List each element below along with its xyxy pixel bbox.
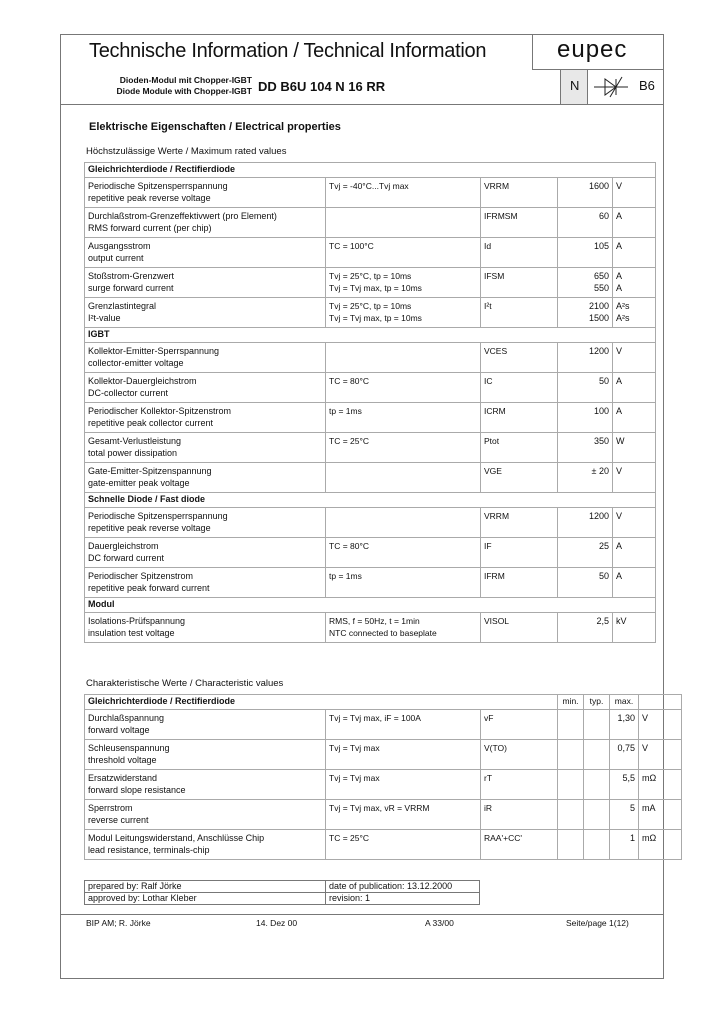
parameter-de: Modul Leitungswiderstand, Anschlüsse Chip <box>88 833 265 843</box>
date-of-publication: date of publication: 13.12.2000 <box>326 881 480 893</box>
table-row <box>85 433 656 463</box>
symbol-cell <box>481 238 558 268</box>
group-header-row <box>85 493 656 508</box>
symbol-cell <box>481 830 558 860</box>
symbol: VISOL <box>484 616 510 626</box>
value-2: 550 <box>593 283 609 293</box>
table-row <box>85 403 656 433</box>
symbol: ICRM <box>484 406 506 416</box>
char-values-table <box>84 694 682 860</box>
unit-cell <box>613 238 656 268</box>
max-cell: 5,5 <box>610 770 639 800</box>
symbol-cell <box>481 613 558 643</box>
max-rated-table <box>84 162 656 643</box>
symbol: I²t <box>484 301 492 311</box>
condition-1: Tvj = -40°C...Tvj max <box>329 181 409 191</box>
parameter-cell <box>85 613 326 643</box>
parameter-de: Durchlaßstrom-Grenzeffektivwert (pro Element) <box>88 211 277 221</box>
section-title: Elektrische Eigenschaften / Electrical properties <box>89 121 341 133</box>
unit-cell: mΩ <box>639 830 682 860</box>
symbol-cell <box>481 538 558 568</box>
symbol-cell <box>481 433 558 463</box>
parameter-de: Gate-Emitter-Spitzenspannung <box>88 466 212 476</box>
unit-1: A <box>616 271 623 281</box>
value-1: 100 <box>593 406 609 416</box>
symbol: VRRM <box>484 181 510 191</box>
parameter-cell <box>85 740 326 770</box>
table-row <box>85 268 656 298</box>
condition-2: Tvj = Tvj max, tp = 10ms <box>329 313 422 323</box>
max-rated-title: Höchstzulässige Werte / Maximum rated values <box>86 146 287 157</box>
approval-table <box>84 880 480 905</box>
condition: TC = 25°C <box>329 833 370 843</box>
table-row <box>85 508 656 538</box>
condition-1: tp = 1ms <box>329 406 362 416</box>
char-values-title: Charakteristische Werte / Characteristic values <box>86 678 284 689</box>
max-cell: 5 <box>610 800 639 830</box>
symbol: IFRMSM <box>484 211 518 221</box>
symbol: iR <box>484 803 493 813</box>
parameter-cell <box>85 800 326 830</box>
parameter-en: threshold voltage <box>88 755 157 765</box>
min-cell <box>558 830 584 860</box>
table-row <box>85 710 682 740</box>
group-header-row <box>85 598 656 613</box>
unit-cell <box>613 208 656 238</box>
typ-cell <box>584 740 610 770</box>
unit-1: A <box>616 541 623 551</box>
unit-cell <box>613 343 656 373</box>
module-description-de: Dioden-Modul mit Chopper-IGBT <box>119 75 252 85</box>
parameter-cell <box>85 298 326 328</box>
col-max-header: max. <box>610 695 639 710</box>
revision: revision: 1 <box>326 893 480 905</box>
parameter-en: collector-emitter voltage <box>88 358 184 368</box>
table-row <box>85 740 682 770</box>
unit-cell <box>613 403 656 433</box>
min-cell <box>558 770 584 800</box>
symbol: IFRM <box>484 571 505 581</box>
min-cell <box>558 740 584 770</box>
diode-symbol-icon <box>594 75 628 99</box>
value-1: 25 <box>598 541 609 551</box>
group-name: Modul <box>85 598 656 613</box>
parameter-de: Stoßstrom-Grenzwert <box>88 271 175 281</box>
min-cell <box>558 710 584 740</box>
symbol: Id <box>484 241 492 251</box>
parameter-en: RMS forward current (per chip) <box>88 223 212 233</box>
condition-cell <box>326 238 481 268</box>
header-divider <box>60 104 664 105</box>
value-cell <box>558 508 613 538</box>
unit-cell <box>613 268 656 298</box>
unit-cell <box>613 538 656 568</box>
value-1: 2,5 <box>596 616 609 626</box>
col-unit-header <box>639 695 682 710</box>
table-row <box>85 613 656 643</box>
symbol-cell <box>481 268 558 298</box>
footer-divider <box>60 914 664 915</box>
condition-1: TC = 80°C <box>329 541 370 551</box>
parameter-cell <box>85 208 326 238</box>
group-name: Gleichrichterdiode / Rectifierdiode <box>85 163 656 178</box>
value-cell <box>558 343 613 373</box>
unit-cell: V <box>639 710 682 740</box>
table-row <box>85 298 656 328</box>
max-cell: 1,30 <box>610 710 639 740</box>
parameter-cell <box>85 830 326 860</box>
unit-cell <box>613 178 656 208</box>
typ-cell <box>584 710 610 740</box>
parameter-en: repetitive peak forward current <box>88 583 210 593</box>
parameter-de: Schleusenspannung <box>88 743 170 753</box>
symbol-cell <box>481 463 558 493</box>
value-cell <box>558 538 613 568</box>
table-row <box>85 830 682 860</box>
symbol-cell <box>481 373 558 403</box>
unit-1: kV <box>616 616 627 626</box>
symbol: V(TO) <box>484 743 507 753</box>
unit-cell <box>613 433 656 463</box>
table-row <box>85 770 682 800</box>
parameter-cell <box>85 568 326 598</box>
unit-cell <box>613 298 656 328</box>
symbol-cell <box>481 403 558 433</box>
unit-1: V <box>616 181 623 191</box>
parameter-cell <box>85 343 326 373</box>
symbol-cell <box>481 740 558 770</box>
table-row <box>85 463 656 493</box>
table-row <box>85 373 656 403</box>
parameter-de: Dauergleichstrom <box>88 541 159 551</box>
condition-cell <box>326 373 481 403</box>
parameter-cell <box>85 538 326 568</box>
col-typ-header: typ. <box>584 695 610 710</box>
group-header-row <box>85 328 656 343</box>
condition-1: tp = 1ms <box>329 571 362 581</box>
symbol-cell <box>481 343 558 373</box>
group-header-row <box>85 695 682 710</box>
value-2: 1500 <box>588 313 609 323</box>
unit-1: A²s <box>616 301 630 311</box>
symbol: VCES <box>484 346 508 356</box>
typ-cell <box>584 770 610 800</box>
max-cell: 0,75 <box>610 740 639 770</box>
condition-cell <box>326 740 481 770</box>
value-1: 60 <box>598 211 609 221</box>
unit-cell <box>613 568 656 598</box>
value-1: ± 20 <box>591 466 609 476</box>
footer-date: 14. Dez 00 <box>256 918 298 928</box>
symbol-cell <box>481 508 558 538</box>
condition-1: TC = 25°C <box>329 436 370 446</box>
parameter-cell <box>85 770 326 800</box>
parameter-cell <box>85 463 326 493</box>
condition-cell <box>326 403 481 433</box>
parameter-cell <box>85 508 326 538</box>
module-type: DD B6U 104 N 16 RR <box>258 79 386 94</box>
parameter-en: forward slope resistance <box>88 785 186 795</box>
table-row <box>85 538 656 568</box>
symbol: Ptot <box>484 436 500 446</box>
symbol-n-label: N <box>570 78 580 93</box>
approved-by: approved by: Lothar Kleber <box>85 893 326 905</box>
unit-cell <box>613 508 656 538</box>
parameter-en: lead resistance, terminals-chip <box>88 845 210 855</box>
value-cell <box>558 238 613 268</box>
condition-cell <box>326 178 481 208</box>
value-1: 105 <box>593 241 609 251</box>
parameter-en: repetitive peak collector current <box>88 418 214 428</box>
parameter-de: Grenzlastintegral <box>88 301 157 311</box>
condition: Tvj = Tvj max, vR = VRRM <box>329 803 430 813</box>
parameter-de: Isolations-Prüfspannung <box>88 616 186 626</box>
condition-1: TC = 80°C <box>329 376 370 386</box>
unit-1: W <box>616 436 625 446</box>
parameter-en: reverse current <box>88 815 149 825</box>
value-1: 1600 <box>588 181 609 191</box>
symbol: IF <box>484 541 492 551</box>
condition-cell <box>326 613 481 643</box>
value-1: 650 <box>593 271 609 281</box>
condition-cell <box>326 538 481 568</box>
footer-doc-number: A 33/00 <box>425 918 454 928</box>
condition-1: Tvj = 25°C, tp = 10ms <box>329 301 412 311</box>
symbol-cell <box>481 710 558 740</box>
condition: Tvj = Tvj max <box>329 743 380 753</box>
parameter-de: Kollektor-Emitter-Sperrspannung <box>88 346 220 356</box>
symbol-cell <box>481 800 558 830</box>
parameter-de: Sperrstrom <box>88 803 133 813</box>
typ-cell <box>584 830 610 860</box>
parameter-en: insulation test voltage <box>88 628 175 638</box>
value-cell <box>558 268 613 298</box>
table-row <box>85 800 682 830</box>
symbol-cell <box>481 208 558 238</box>
module-description <box>84 75 252 97</box>
condition-cell <box>326 770 481 800</box>
prepared-by: prepared by: Ralf Jörke <box>85 881 326 893</box>
parameter-en: DC forward current <box>88 553 165 563</box>
parameter-en: total power dissipation <box>88 448 178 458</box>
condition-cell <box>326 298 481 328</box>
condition-cell <box>326 268 481 298</box>
value-cell <box>558 613 613 643</box>
unit-2: A²s <box>616 313 630 323</box>
unit-cell <box>613 373 656 403</box>
col-min-header: min. <box>558 695 584 710</box>
group-name: Gleichrichterdiode / Rectifierdiode <box>85 695 558 710</box>
min-cell <box>558 800 584 830</box>
value-1: 50 <box>598 376 609 386</box>
table-row <box>85 178 656 208</box>
condition-cell <box>326 463 481 493</box>
condition-1: Tvj = 25°C, tp = 10ms <box>329 271 412 281</box>
parameter-en: forward voltage <box>88 725 150 735</box>
condition-cell <box>326 208 481 238</box>
parameter-de: Periodischer Spitzenstrom <box>88 571 194 581</box>
unit-1: A <box>616 241 623 251</box>
parameter-de: Periodische Spitzensperrspannung <box>88 511 228 521</box>
symbol-cell <box>481 298 558 328</box>
parameter-cell <box>85 238 326 268</box>
symbol: rT <box>484 773 493 783</box>
unit-1: V <box>616 511 623 521</box>
parameter-en: gate-emitter peak voltage <box>88 478 190 488</box>
value-cell <box>558 463 613 493</box>
condition: Tvj = Tvj max, iF = 100A <box>329 713 421 723</box>
unit-2: A <box>616 283 623 293</box>
typ-cell <box>584 800 610 830</box>
value-1: 350 <box>593 436 609 446</box>
unit-cell <box>613 613 656 643</box>
footer-department: BIP AM; R. Jörke <box>86 918 151 928</box>
condition-cell <box>326 830 481 860</box>
symbol: vF <box>484 713 494 723</box>
unit-cell <box>613 463 656 493</box>
condition-cell <box>326 710 481 740</box>
condition-cell <box>326 800 481 830</box>
symbol-b6-label: B6 <box>639 78 655 93</box>
condition-1: TC = 100°C <box>329 241 374 251</box>
condition-2: Tvj = Tvj max, tp = 10ms <box>329 283 422 293</box>
footer-page: Seite/page 1(12) <box>566 918 629 928</box>
parameter-en: output current <box>88 253 144 263</box>
table-row <box>85 238 656 268</box>
value-cell <box>558 208 613 238</box>
max-cell: 1 <box>610 830 639 860</box>
condition-cell <box>326 568 481 598</box>
unit-cell: V <box>639 740 682 770</box>
value-cell <box>558 568 613 598</box>
parameter-de: Ausgangsstrom <box>88 241 151 251</box>
condition-cell <box>326 343 481 373</box>
group-name: Schnelle Diode / Fast diode <box>85 493 656 508</box>
symbol: IFSM <box>484 271 505 281</box>
circuit-symbol-row <box>532 70 664 104</box>
value-cell <box>558 178 613 208</box>
symbol-cell <box>481 178 558 208</box>
parameter-en: I²t-value <box>88 313 121 323</box>
parameter-en: surge forward current <box>88 283 174 293</box>
group-name: IGBT <box>85 328 656 343</box>
symbol: VGE <box>484 466 502 476</box>
symbol-cell <box>481 770 558 800</box>
value-cell <box>558 433 613 463</box>
parameter-en: repetitive peak reverse voltage <box>88 523 211 533</box>
unit-cell: mΩ <box>639 770 682 800</box>
value-cell <box>558 403 613 433</box>
symbol: VRRM <box>484 511 510 521</box>
value-1: 1200 <box>588 346 609 356</box>
symbol: RAA'+CC' <box>484 833 522 843</box>
parameter-de: Ersatzwiderstand <box>88 773 158 783</box>
parameter-de: Kollektor-Dauergleichstrom <box>88 376 197 386</box>
module-description-en: Diode Module with Chopper-IGBT <box>116 86 252 96</box>
parameter-cell <box>85 268 326 298</box>
value-1: 2100 <box>588 301 609 311</box>
parameter-en: DC-collector current <box>88 388 169 398</box>
unit-1: A <box>616 376 623 386</box>
parameter-cell <box>85 433 326 463</box>
symbol-cell <box>481 568 558 598</box>
unit-1: V <box>616 346 623 356</box>
table-row <box>85 208 656 238</box>
unit-1: A <box>616 571 623 581</box>
value-cell <box>558 298 613 328</box>
eupec-logo: eupec <box>557 36 628 63</box>
condition-1: RMS, f = 50Hz, t = 1min <box>329 616 420 626</box>
value-1: 1200 <box>588 511 609 521</box>
unit-1: V <box>616 466 623 476</box>
parameter-cell <box>85 373 326 403</box>
unit-1: A <box>616 406 623 416</box>
parameter-cell <box>85 710 326 740</box>
parameter-de: Periodische Spitzensperrspannung <box>88 181 228 191</box>
symbol: IC <box>484 376 493 386</box>
parameter-de: Gesamt-Verlustleistung <box>88 436 182 446</box>
parameter-cell <box>85 403 326 433</box>
value-cell <box>558 373 613 403</box>
condition-2: NTC connected to baseplate <box>329 628 437 638</box>
value-1: 50 <box>598 571 609 581</box>
document-title: Technische Information / Technical Information <box>89 40 487 62</box>
unit-cell: mA <box>639 800 682 830</box>
table-row <box>85 568 656 598</box>
condition-cell <box>326 433 481 463</box>
parameter-cell <box>85 178 326 208</box>
condition: Tvj = Tvj max <box>329 773 380 783</box>
parameter-de: Durchlaßspannung <box>88 713 165 723</box>
group-header-row <box>85 163 656 178</box>
table-row <box>85 343 656 373</box>
condition-cell <box>326 508 481 538</box>
parameter-de: Periodischer Kollektor-Spitzenstrom <box>88 406 232 416</box>
parameter-en: repetitive peak reverse voltage <box>88 193 211 203</box>
unit-1: A <box>616 211 623 221</box>
